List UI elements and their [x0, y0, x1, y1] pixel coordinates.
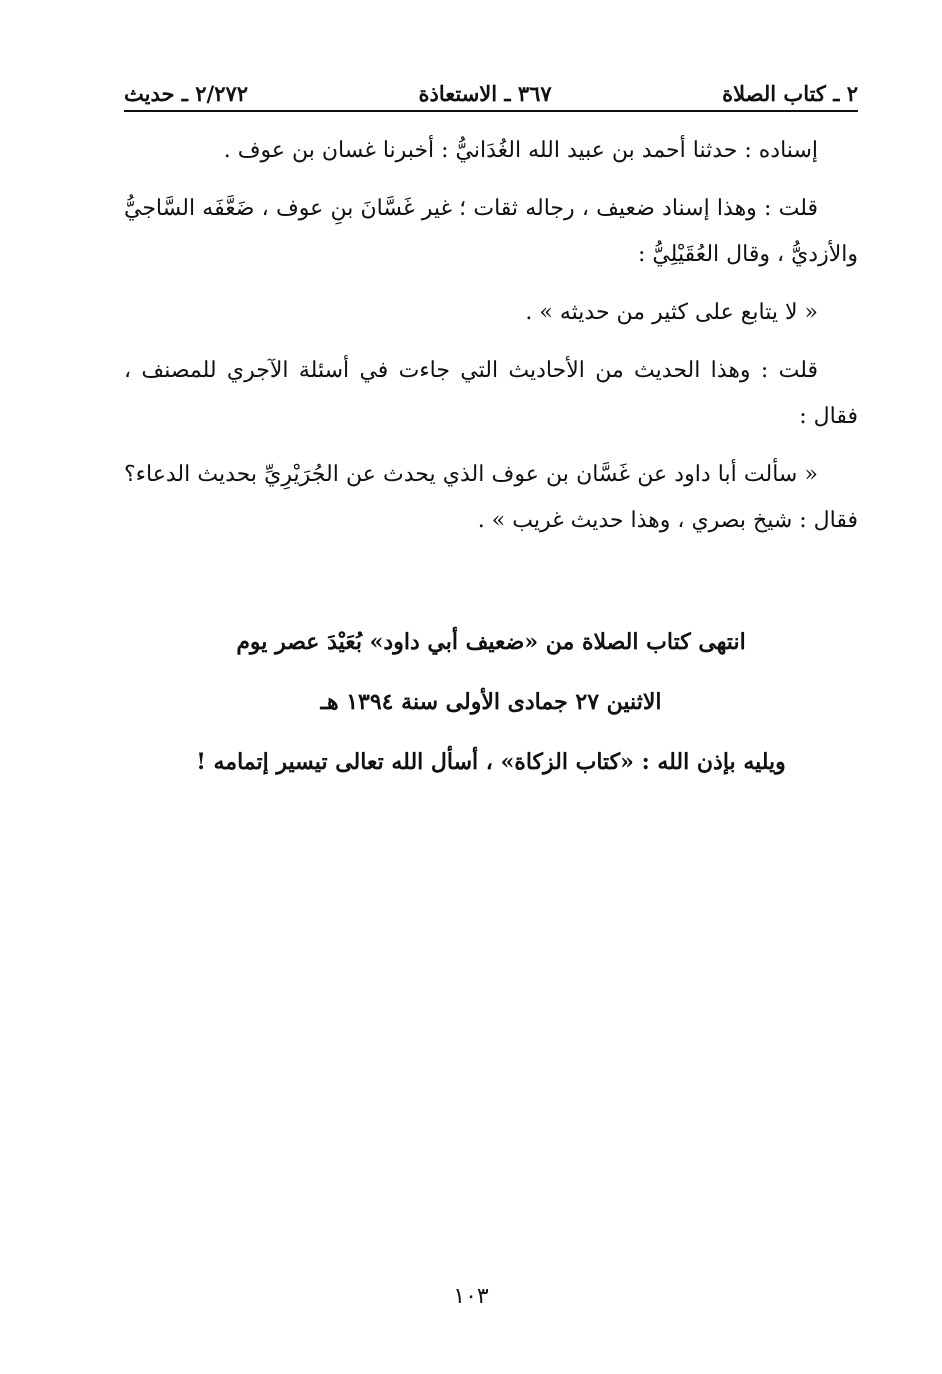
colophon	[124, 612, 858, 792]
page-number: ١٠٣	[453, 1284, 489, 1309]
header-book-section: ٢ ـ كتاب الصلاة	[722, 81, 858, 106]
main-text	[124, 128, 858, 556]
running-header	[124, 72, 858, 112]
colophon-line-1: انتهى كتاب الصلاة من «ضعيف أبي داود» بُعَيْدَ عصر يوم	[236, 629, 746, 655]
header-chapter: ٣٦٧ ـ الاستعاذة	[418, 81, 552, 106]
quote-paragraph-1: « لا يتابع على كثير من حديثه » .	[525, 300, 818, 325]
isnad-paragraph: إسناده : حدثنا أحمد بن عبيد الله الغُدَانيُّ : أخبرنا غسان بن عوف .	[223, 138, 818, 163]
quote-paragraph-2: « سألت أبا داود عن غَسَّان بن عوف الذي يحدث عن الجُرَيْرِيِّ بحديث الدعاء؟ فقال : شيخ بصري ، وهذا حديث غريب » .	[124, 462, 858, 533]
colophon-line-3: ويليه بإذن الله : «كتاب الزكاة» ، أسأل الله تعالى تيسير إتمامه !	[196, 749, 786, 775]
commentary-paragraph-2: قلت : وهذا الحديث من الأحاديث التي جاءت في أسئلة الآجري للمصنف ، فقال :	[124, 358, 858, 429]
commentary-paragraph-1: قلت : وهذا إسناد ضعيف ، رجاله ثقات ؛ غير غَسَّانَ بنِ عوف ، ضَعَّفَه السَّاجيُّ والأزديُّ ، وقال العُقَيْلِيُّ :	[124, 196, 858, 267]
colophon-line-2: الاثنين ٢٧ جمادى الأولى سنة ١٣٩٤ هـ	[320, 689, 662, 715]
header-hadith-number: ٢/٢٧٢ ـ حديث	[124, 81, 249, 106]
